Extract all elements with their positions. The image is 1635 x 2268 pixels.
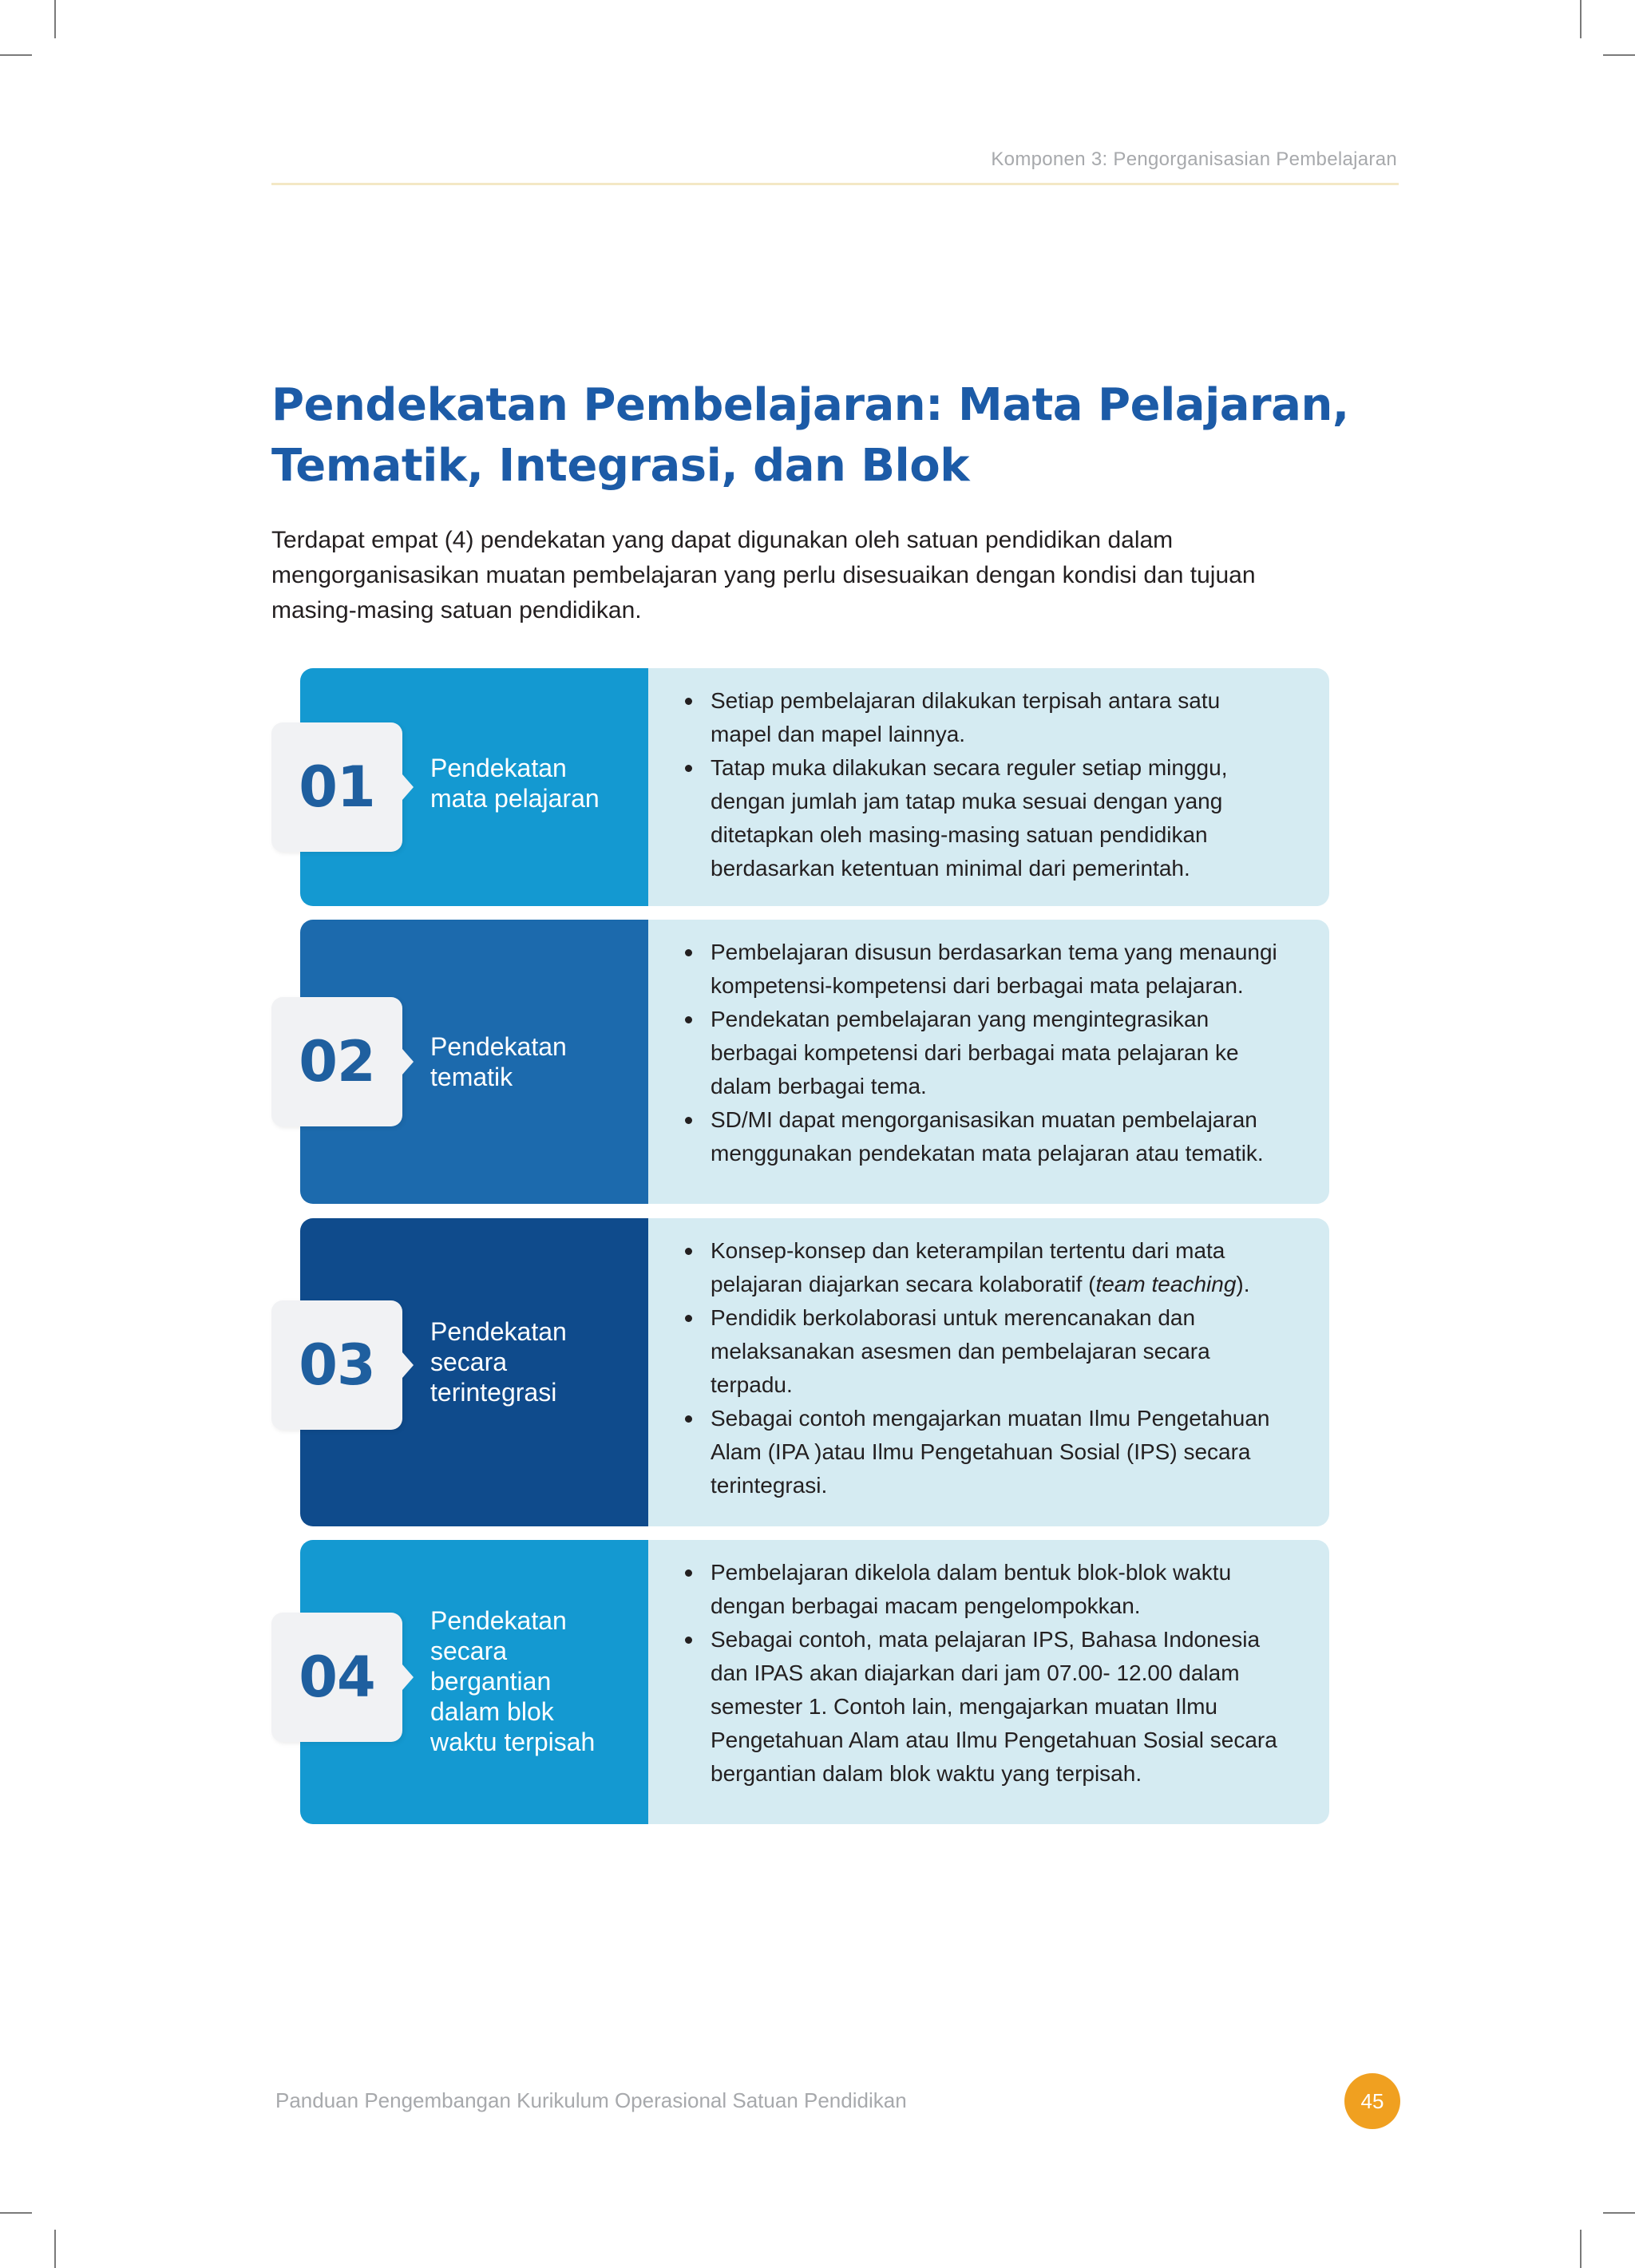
header-rule [271,183,1399,185]
approach-row-01 [271,668,1329,906]
label-line: Pendekatan [430,1317,567,1346]
approach-number: 01 [299,754,375,820]
approach-number: 03 [299,1332,375,1398]
crop-mark [0,54,32,56]
crop-mark [1580,0,1582,38]
italic-term: team teaching [1095,1272,1237,1296]
crop-mark [54,2230,56,2268]
bullet-item: Sebagai contoh mengajarkan muatan Ilmu Pengetahuan Alam (IPA )atau Ilmu Pengetahuan Sosial (IPS) secara terintegrasi. [680,1402,1305,1502]
bullet-item: Tatap muka dilakukan secara reguler setiap minggu, dengan jumlah jam tatap muka sesuai dengan yang ditetapkan oleh masing-masing satuan pendidikan berdasarkan ketentuan minimal dari pemerintah. [680,751,1305,885]
crop-mark [0,2212,32,2214]
label-line: Pendekatan [430,1606,567,1635]
intro-line: mengorganisasikan muatan pembelajaran yang perlu disesuaikan dengan kondisi dan tujuan [271,562,1256,588]
approach-row-02 [271,920,1329,1204]
bullet-item: Sebagai contoh, mata pelajaran IPS, Bahasa Indonesia dan IPAS akan diajarkan dari jam 07.00- 12.00 dalam semester 1. Contoh lain, mengajarkan muatan Ilmu Pengetahuan Alam atau Ilmu Pengetahuan Sosial secara bergantian dalam blok waktu yang terpisah. [680,1623,1305,1791]
bullet-list [680,1556,1305,1791]
intro-line: masing-masing satuan pendidikan. [271,597,642,623]
bullet-item: Pendidik berkolaborasi untuk merencanakan dan melaksanakan asesmen dan pembelajaran secara terpadu. [680,1301,1305,1402]
crop-mark [54,0,56,38]
label-line: Pendekatan [430,1032,567,1061]
intro-line: Terdapat empat (4) pendekatan yang dapat digunakan oleh satuan pendidikan dalam [271,527,1174,553]
crop-mark [1603,2212,1635,2214]
label-line: terintegrasi [430,1378,557,1407]
intro-paragraph [271,523,1357,628]
label-line: secara [430,1348,508,1376]
bullet-item: Pembelajaran disusun berdasarkan tema yang menaungi kompetensi-kompetensi dari berbagai mata pelajaran. [680,936,1305,1003]
number-badge [271,722,402,852]
bullet-item: SD/MI dapat mengorganisasikan muatan pembelajaran menggunakan pendekatan mata pelajaran atau tematik. [680,1103,1305,1170]
number-badge [271,997,402,1126]
bullet-list [680,1234,1305,1502]
label-line: waktu terpisah [430,1728,596,1756]
page-number: 45 [1360,2088,1384,2113]
approach-number: 04 [299,1645,375,1710]
number-badge [271,1613,402,1742]
approach-row-04 [271,1540,1329,1824]
label-line: dalam blok [430,1697,554,1726]
title-line: Tematik, Integrasi, dan Blok [271,440,969,492]
label-line: Pendekatan [430,754,567,782]
approach-row-03 [271,1218,1329,1526]
bullet-item: Pendekatan pembelajaran yang mengintegrasikan berbagai kompetensi dari berbagai mata pelajaran ke dalam berbagai tema. [680,1003,1305,1103]
bullet-item: Pembelajaran dikelola dalam bentuk blok-blok waktu dengan berbagai macam pengelompokkan. [680,1556,1305,1623]
title-line: Pendekatan Pembelajaran: Mata Pelajaran, [271,379,1349,431]
label-line: bergantian [430,1667,552,1696]
bullet-list [680,936,1305,1170]
running-header: Komponen 3: Pengorganisasian Pembelajaran [991,148,1397,170]
bullet-item: Setiap pembelajaran dilakukan terpisah antara satu mapel dan mapel lainnya. [680,684,1305,751]
bullet-list [680,684,1305,885]
bullet-item: Konsep-konsep dan keterampilan tertentu dari mata pelajaran diajarkan secara kolaboratif (team teaching). [680,1234,1305,1301]
approach-label [430,1031,638,1092]
crop-mark [1580,2230,1582,2268]
label-line: secara [430,1637,508,1665]
page-title [271,375,1405,497]
approach-label [430,753,638,813]
label-line: tematik [430,1063,513,1091]
running-footer: Panduan Pengembangan Kurikulum Operasional Satuan Pendidikan [275,2088,907,2112]
number-badge [271,1300,402,1430]
page-number-badge [1344,2073,1400,2129]
crop-mark [1603,54,1635,56]
approach-label [430,1605,638,1757]
approach-label [430,1316,638,1407]
approach-number: 02 [299,1029,375,1094]
label-line: mata pelajaran [430,784,600,813]
